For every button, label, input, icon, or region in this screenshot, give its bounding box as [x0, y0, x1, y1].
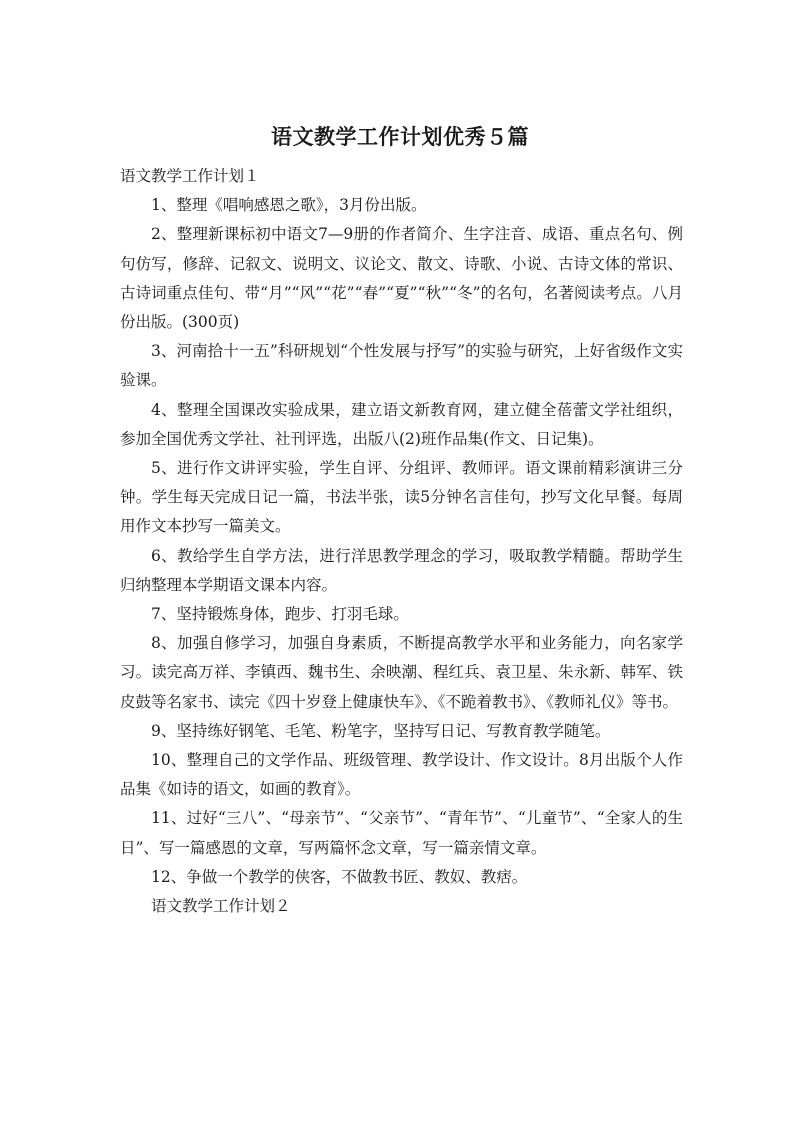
- list-item: 7、坚持锻炼身体，跑步、打羽毛球。: [151, 605, 409, 624]
- list-item: 8、加强自修学习，加强自身素质，不断提高教学水平和业务能力，向名家学习。读完高万祥、李镇西、魏书生、余映潮、程红兵、袁卫星、朱永新、韩军、铁皮鼓等名家书、读完《四十岁登上健康快车》、《不跪着教书》、《教师礼仪》等书。: [120, 634, 683, 711]
- document-title: 语文教学工作计划优秀５篇: [271, 125, 529, 149]
- document-body: [120, 162, 683, 921]
- section-heading: 语文教学工作计划１: [120, 167, 260, 185]
- list-item: 6、教给学生自学方法，进行洋思教学理念的学习，吸取教学精髓。帮助学生归纳整理本学期语文课本内容。: [120, 546, 683, 594]
- list-item: 2、整理新课标初中语文7—9册的作者简介、生字注音、成语、重点名句、例句仿写，修辞、记叙文、说明文、议论文、散文、诗歌、小说、古诗文体的常识、古诗词重点佳句、带“月”“风”“花”“春”“夏”“秋”“冬”的名句，名著阅读考点。八月份出版。(300页): [120, 225, 683, 332]
- list-item: 9、坚持练好钢笔、毛笔、粉笔字，坚持写日记、写教育教学随笔。: [151, 721, 611, 740]
- list-item: 1、整理《唱响感恩之歌》，3月份出版。: [151, 196, 427, 215]
- list-item: 5、进行作文讲评实验，学生自评、分组评、教师评。语文课前精彩演讲三分钟。学生每天完成日记一篇，书法半张，读5分钟名言佳句，抄写文化早餐。每周用作文本抄写一篇美文。: [120, 459, 683, 536]
- list-item: 4、整理全国课改实验成果，建立语文新教育网，建立健全蓓蕾文学社组织，参加全国优秀文学社、社刊评选，出版八(2)班作品集(作文、日记集)。: [120, 400, 683, 448]
- list-item: 12、争做一个教学的侠客，不做教书匠、教奴、教痞。: [151, 867, 528, 886]
- list-item: 11、过好“三八”、“母亲节”、“父亲节”、“青年节”、“儿童节”、“全家人的生日”、写一篇感恩的文章，写两篇怀念文章，写一篇亲情文章。: [120, 809, 683, 857]
- list-item: 3、河南拾十一五”科研规划“个性发展与抒写”的实验与研究，上好省级作文实验课。: [120, 342, 683, 390]
- section-heading: 语文教学工作计划２: [151, 897, 291, 916]
- list-item: 10、整理自己的文学作品、班级管理、教学设计、作文设计。8月出版个人作品集《如诗的语文，如画的教育》。: [120, 751, 683, 799]
